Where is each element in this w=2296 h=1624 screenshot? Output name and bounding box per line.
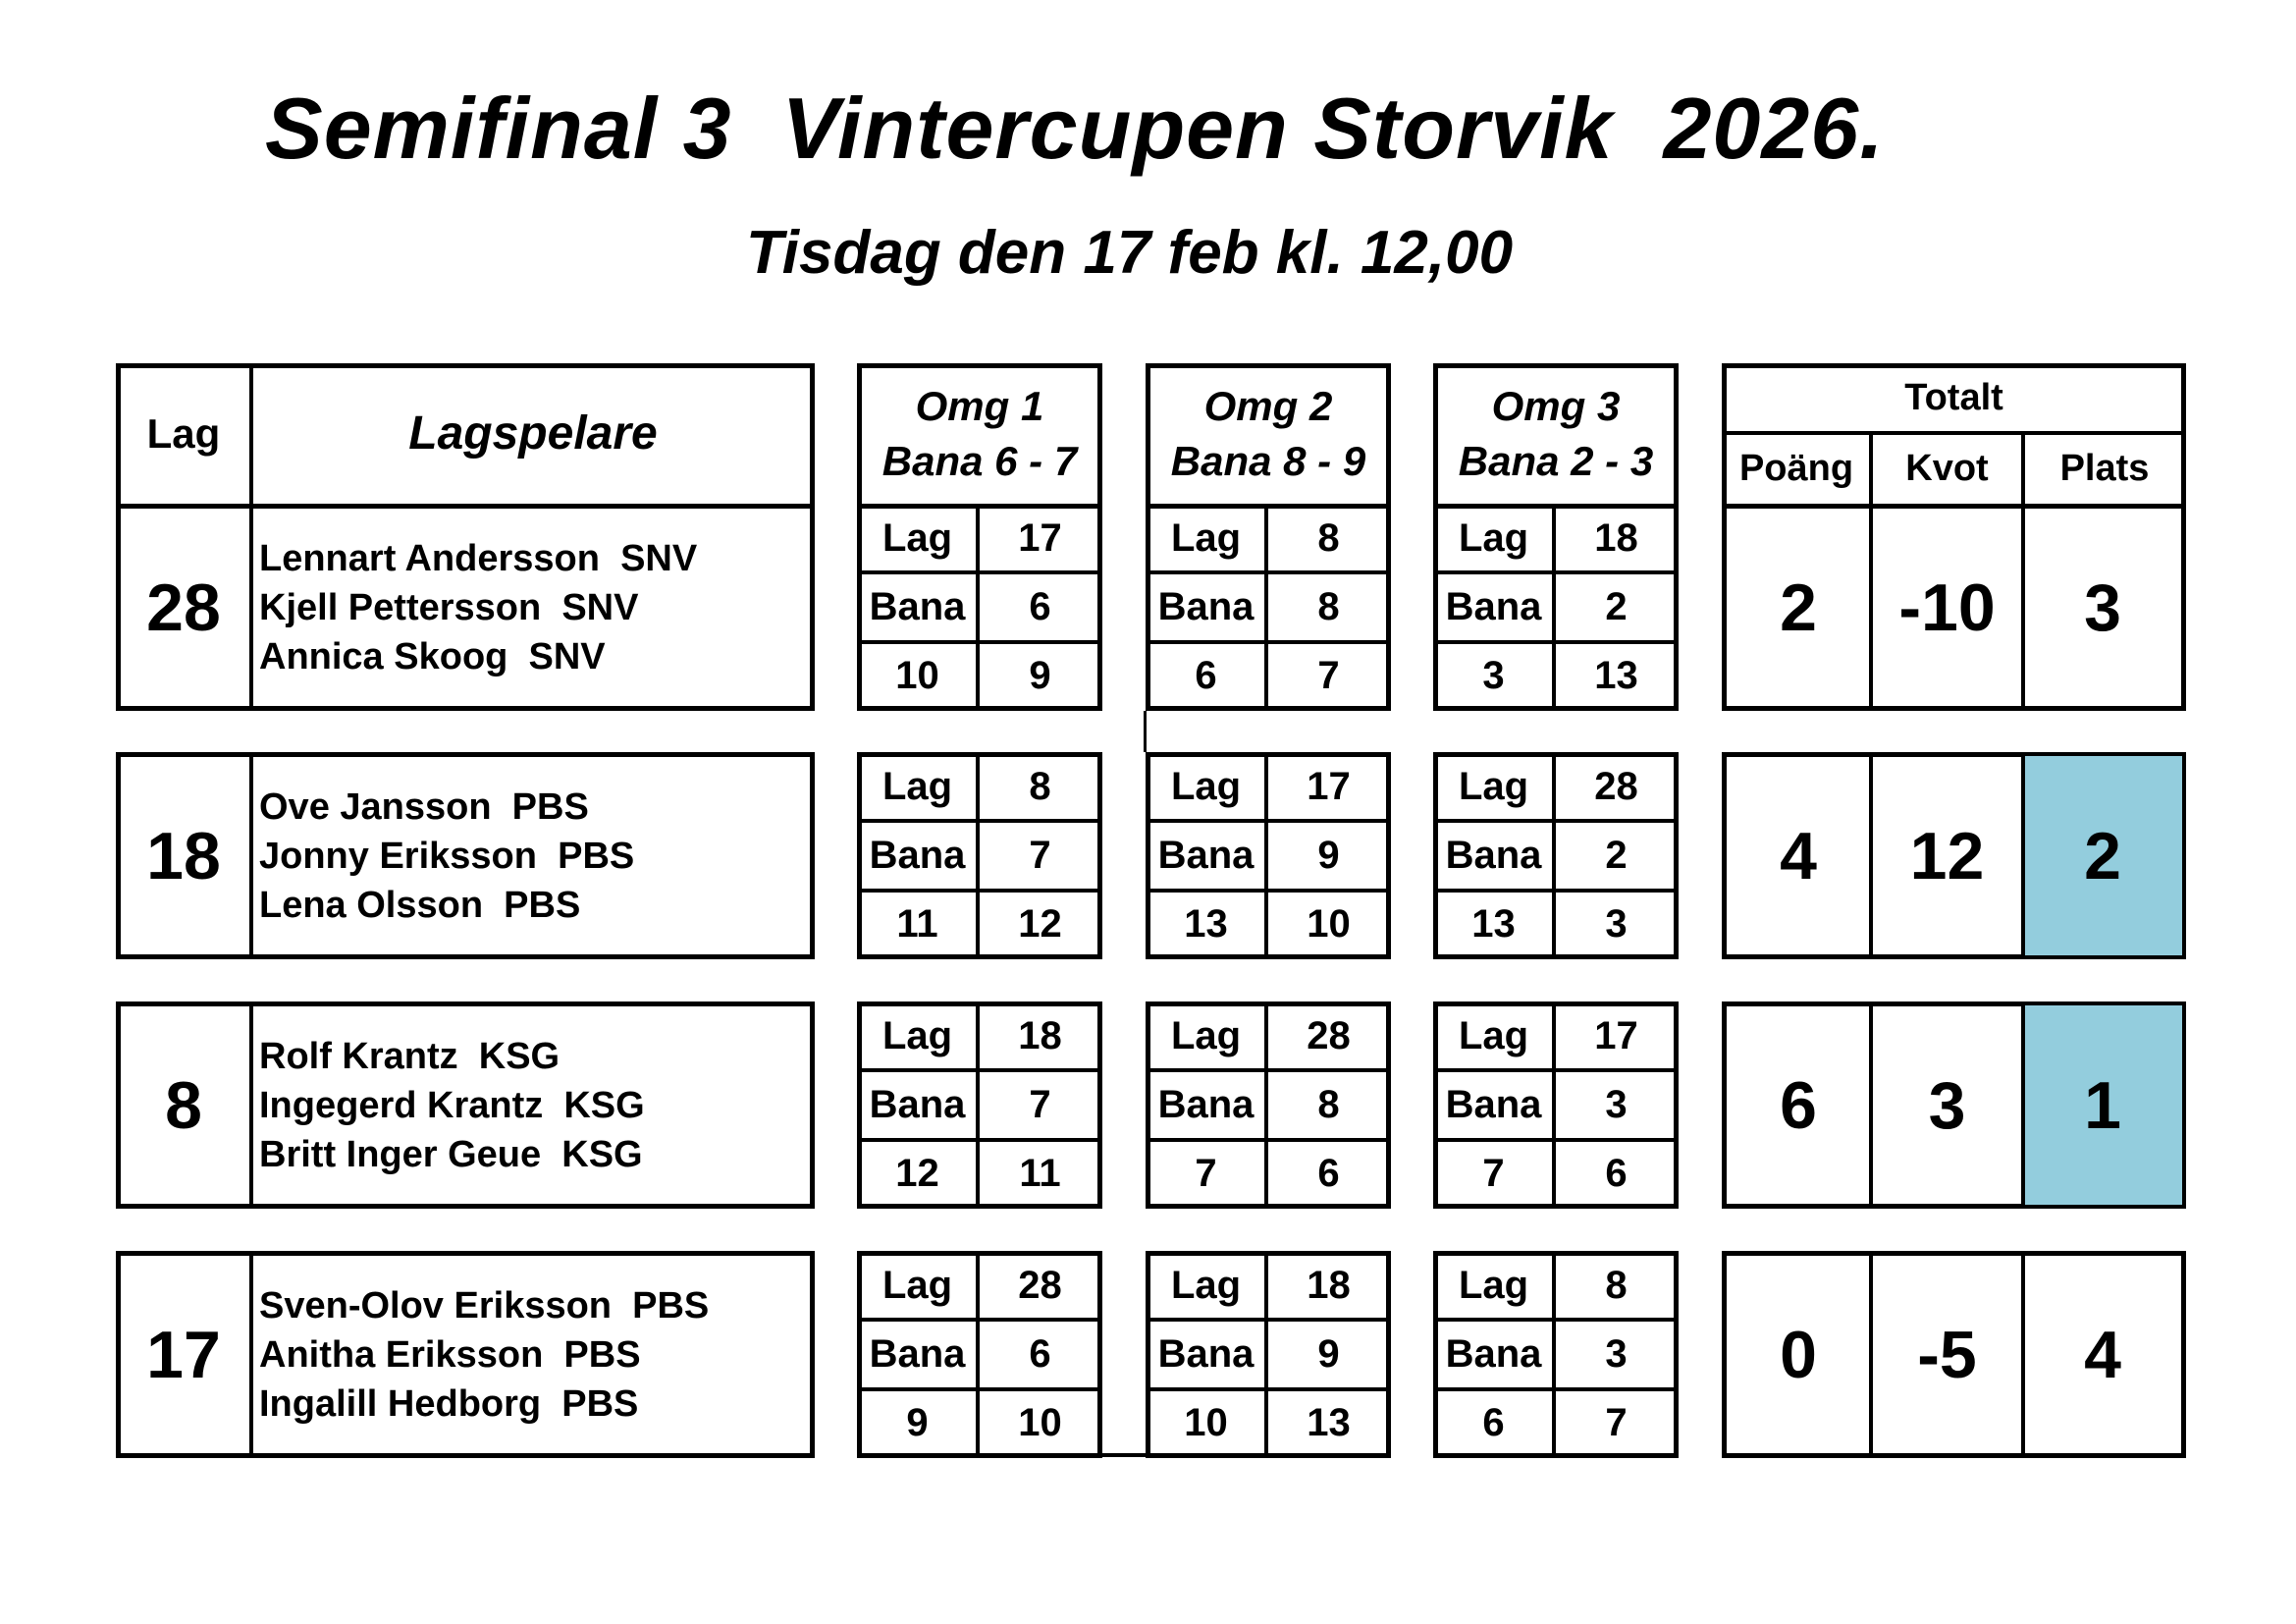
score-own: 6 [1482, 1401, 1505, 1445]
lane-label: Bana [869, 1331, 966, 1376]
score-own: 12 [895, 1152, 939, 1196]
divider [1869, 1001, 1873, 1209]
score-opponent: 7 [1317, 654, 1340, 698]
lane-label: Bana 8 - 9 [1170, 437, 1366, 484]
lane-number: 3 [1605, 1331, 1628, 1376]
lane-label: Bana [1445, 584, 1542, 628]
team-number: 28 [146, 569, 221, 645]
opponent-label: Lag [1458, 515, 1529, 560]
lane-label: Bana [1445, 833, 1542, 877]
score-own: 9 [906, 1401, 929, 1445]
lane-label: Bana [869, 833, 966, 877]
player-name: Anitha Eriksson PBS [259, 1333, 641, 1376]
opponent-label: Lag [1170, 515, 1242, 560]
total-kvot: -5 [1917, 1317, 1977, 1392]
opponent-team: 17 [1594, 1013, 1638, 1057]
lane-label: Bana [1445, 1082, 1542, 1126]
round-header-3 [1433, 363, 1679, 504]
lane-label: Bana [869, 1082, 966, 1126]
score-opponent: 13 [1594, 654, 1638, 698]
total-plats: 3 [2084, 569, 2121, 645]
score-opponent: 6 [1605, 1152, 1628, 1196]
score-own: 10 [1184, 1401, 1228, 1445]
lane-number: 6 [1029, 584, 1051, 628]
divider [1869, 504, 1873, 711]
score-opponent: 9 [1029, 654, 1051, 698]
total-poang: 4 [1780, 818, 1817, 893]
team-number: 18 [146, 818, 221, 893]
player-name: Sven-Olov Eriksson PBS [259, 1284, 710, 1326]
player-name: Britt Inger Geue KSG [259, 1133, 643, 1175]
score-own: 3 [1482, 654, 1505, 698]
total-poang: 6 [1780, 1067, 1817, 1143]
opponent-label: Lag [1458, 1013, 1529, 1057]
opponent-label: Lag [1170, 1263, 1242, 1307]
total-plats: 4 [2084, 1317, 2121, 1392]
divider [2021, 1001, 2025, 1209]
lane-number: 9 [1317, 1331, 1340, 1376]
score-opponent: 3 [1605, 902, 1628, 947]
team-players [251, 1001, 815, 1209]
opponent-team: 18 [1307, 1263, 1351, 1307]
score-own: 7 [1195, 1152, 1217, 1196]
connector-line [1102, 1453, 1146, 1457]
score-opponent: 13 [1307, 1401, 1351, 1445]
lane-number: 9 [1317, 833, 1340, 877]
opponent-team: 17 [1018, 515, 1062, 560]
opponent-label: Lag [1458, 1263, 1529, 1307]
opponent-label: Lag [1170, 1013, 1242, 1057]
player-name: Lena Olsson PBS [259, 884, 581, 926]
score-opponent: 7 [1605, 1401, 1628, 1445]
opponent-team: 8 [1317, 515, 1340, 560]
score-own: 13 [1471, 902, 1516, 947]
score-own: 10 [895, 654, 939, 698]
player-name: Ingalill Hedborg PBS [259, 1382, 639, 1425]
lane-label: Bana [1157, 1331, 1255, 1376]
score-opponent: 11 [1019, 1152, 1061, 1196]
lane-number: 8 [1317, 1082, 1340, 1126]
total-poang: 0 [1780, 1317, 1817, 1392]
lane-number: 6 [1029, 1331, 1051, 1376]
team-players [251, 504, 815, 711]
opponent-team: 8 [1605, 1263, 1628, 1307]
connector-line [1144, 711, 1147, 752]
opponent-label: Lag [881, 1013, 953, 1057]
score-opponent: 12 [1018, 902, 1062, 947]
total-plats: 1 [2023, 1005, 2182, 1205]
divider [1869, 752, 1873, 959]
total-kvot: 12 [1909, 818, 1985, 893]
score-own: 6 [1195, 654, 1217, 698]
score-opponent: 6 [1317, 1152, 1340, 1196]
team-players [251, 1251, 815, 1458]
lane-number: 3 [1605, 1082, 1628, 1126]
team-number: 8 [165, 1067, 202, 1143]
divider [2021, 504, 2025, 711]
divider [2021, 752, 2025, 959]
page-subtitle: Tisdag den 17 feb kl. 12,00 [746, 219, 1514, 287]
opponent-team: 18 [1018, 1013, 1062, 1057]
opponent-team: 17 [1307, 764, 1351, 808]
opponent-team: 28 [1307, 1013, 1351, 1057]
header-poang: Poäng [1738, 447, 1854, 489]
opponent-label: Lag [1170, 764, 1242, 808]
score-own: 7 [1482, 1152, 1505, 1196]
opponent-team: 28 [1594, 764, 1638, 808]
divider [1869, 1251, 1873, 1458]
round-header-1 [857, 363, 1102, 504]
total-plats: 2 [2023, 756, 2182, 955]
lane-number: 7 [1029, 1082, 1051, 1126]
team-players [251, 752, 815, 959]
opponent-team: 18 [1594, 515, 1638, 560]
score-opponent: 10 [1307, 902, 1351, 947]
opponent-label: Lag [881, 764, 953, 808]
total-kvot: 3 [1928, 1067, 1966, 1143]
opponent-label: Lag [881, 515, 953, 560]
total-poang: 2 [1780, 569, 1817, 645]
score-own: 13 [1184, 902, 1228, 947]
header-lagspelare: Lagspelare [408, 407, 658, 460]
lane-label: Bana 6 - 7 [881, 437, 1078, 484]
total-kvot: -10 [1898, 569, 1996, 645]
divider [2021, 1251, 2025, 1458]
round-label: Omg 3 [1491, 382, 1621, 429]
score-own: 11 [896, 902, 938, 947]
lane-number: 8 [1317, 584, 1340, 628]
player-name: Annica Skoog SNV [259, 635, 606, 677]
opponent-team: 28 [1018, 1263, 1062, 1307]
lane-label: Bana [869, 584, 966, 628]
opponent-label: Lag [881, 1263, 953, 1307]
opponent-team: 8 [1029, 764, 1051, 808]
header-plats: Plats [2059, 447, 2150, 489]
round-label: Omg 1 [915, 382, 1044, 429]
header-lag: Lag [146, 409, 221, 457]
player-name: Ove Jansson PBS [259, 785, 589, 828]
score-opponent: 10 [1018, 1401, 1062, 1445]
lane-number: 2 [1605, 584, 1628, 628]
lane-label: Bana [1445, 1331, 1542, 1376]
player-name: Ingegerd Krantz KSG [259, 1084, 645, 1126]
player-name: Rolf Krantz KSG [259, 1035, 561, 1077]
round-header-2 [1146, 363, 1391, 504]
lane-number: 2 [1605, 833, 1628, 877]
page-title: Semifinal 3 Vintercupen Storvik 2026. [265, 80, 1885, 177]
lane-label: Bana [1157, 1082, 1255, 1126]
lane-number: 7 [1029, 833, 1051, 877]
player-name: Jonny Eriksson PBS [259, 835, 635, 877]
player-name: Lennart Andersson SNV [259, 537, 698, 579]
header-totalt: Totalt [1904, 377, 2003, 418]
header-kvot: Kvot [1905, 447, 1989, 489]
lane-label: Bana [1157, 584, 1255, 628]
player-name: Kjell Pettersson SNV [259, 586, 639, 628]
lane-label: Bana [1157, 833, 1255, 877]
lane-label: Bana 2 - 3 [1458, 437, 1654, 484]
round-label: Omg 2 [1203, 382, 1333, 429]
team-number: 17 [146, 1317, 221, 1392]
opponent-label: Lag [1458, 764, 1529, 808]
